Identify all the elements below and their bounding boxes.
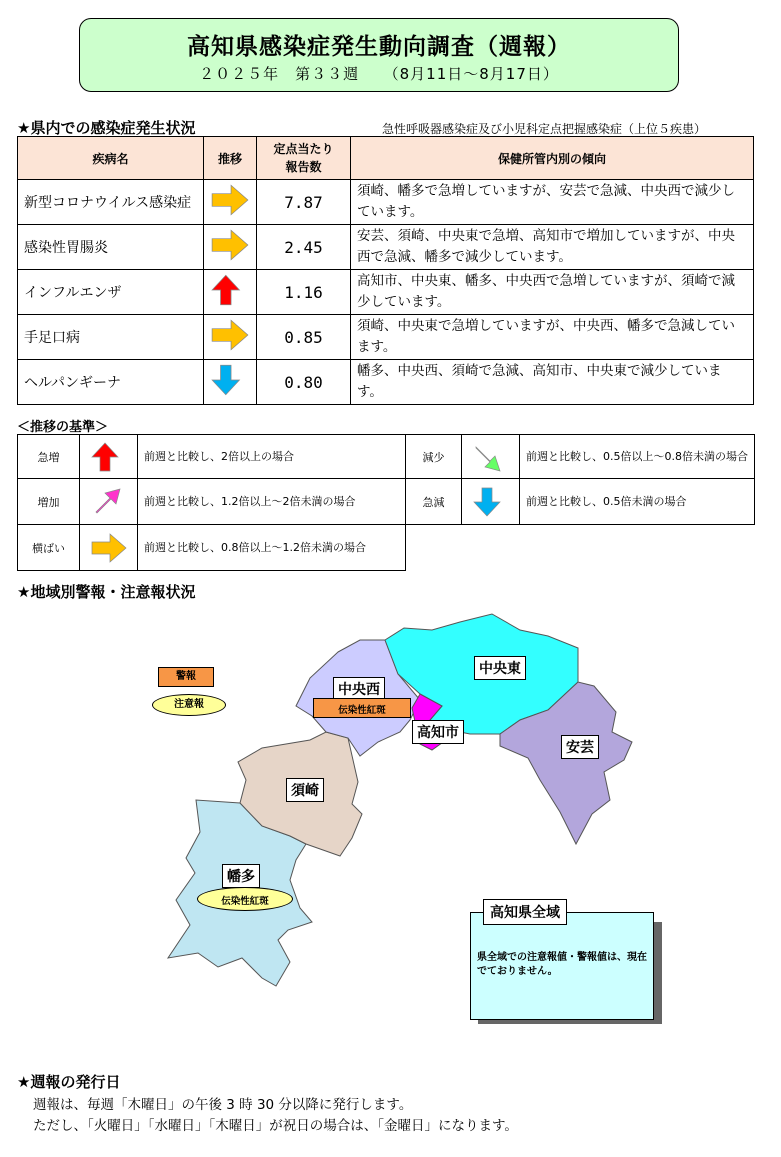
disease-name: 新型コロナウイルス感染症 xyxy=(18,180,204,225)
legend-text: 前週と比較し、0.5倍未満の場合 xyxy=(519,478,755,525)
kochi-region-map xyxy=(0,600,781,1060)
key-warning: 警報 xyxy=(158,667,214,687)
table-row xyxy=(18,225,754,270)
down-left-arrow-green-icon xyxy=(472,441,510,473)
right-arrow-orange-icon xyxy=(90,532,128,564)
down-arrow-blue-icon xyxy=(472,486,510,518)
rate-value: 1.16 xyxy=(257,270,351,315)
legend-label: 増加 xyxy=(17,478,80,525)
label-susaki: 須崎 xyxy=(286,778,324,802)
tendency-text: 須崎、幡多で急増していますが、安芸で急減、中央西で減少しています。 xyxy=(351,180,754,225)
trend-cell xyxy=(204,315,257,360)
rate-value: 2.45 xyxy=(257,225,351,270)
whole-prefecture-box xyxy=(470,905,654,1020)
rate-value: 0.80 xyxy=(257,360,351,405)
label-hata: 幡多 xyxy=(222,864,260,888)
label-chuo-nishi: 中央西 xyxy=(333,677,385,701)
whole-title: 高知県全域 xyxy=(483,899,567,925)
right-arrow-orange-icon xyxy=(210,228,250,262)
header-disease: 疾病名 xyxy=(18,137,204,180)
header-rate: 定点当たり 報告数 xyxy=(257,137,351,180)
badge-hata: 伝染性紅斑 xyxy=(197,887,293,911)
legend-label: 急減 xyxy=(405,478,462,525)
label-chuo-higashi: 中央東 xyxy=(474,656,526,680)
disease-table xyxy=(17,136,754,405)
disease-name: 感染性胃腸炎 xyxy=(18,225,204,270)
table-row xyxy=(18,180,754,225)
section-note: 急性呼吸器感染症及び小児科定点把握感染症（上位５疾患） xyxy=(382,122,707,136)
legend-icon-cell xyxy=(79,434,138,479)
legend-text: 前週と比較し、0.8倍以上～1.2倍未満の場合 xyxy=(137,524,406,571)
up-arrow-red-icon xyxy=(210,273,250,307)
legend-label: 横ばい xyxy=(17,524,80,571)
section-title-map: ★地域別警報・注意報状況 xyxy=(17,583,196,601)
issue-line-2: ただし、「火曜日」「水曜日」「木曜日」が祝日の場合は、「金曜日」になります。 xyxy=(33,1118,518,1134)
whole-text: 県全域での注意報値・警報値は、現在でておりません。 xyxy=(477,952,647,977)
table-row xyxy=(18,360,754,405)
right-arrow-orange-icon xyxy=(210,183,250,217)
table-row xyxy=(18,315,754,360)
header-tendency: 保健所管内別の傾向 xyxy=(351,137,754,180)
section-title-status: ★県内での感染症発生状況 xyxy=(17,119,196,137)
trend-cell xyxy=(204,225,257,270)
legend-icon-cell xyxy=(461,434,520,479)
legend-text: 前週と比較し、1.2倍以上～2倍未満の場合 xyxy=(137,478,406,525)
legend-icon-cell xyxy=(79,478,138,525)
legend-title: ＜推移の基準＞ xyxy=(17,420,109,435)
issue-line-1: 週報は、毎週「木曜日」の午後 3 時 30 分以降に発行します。 xyxy=(33,1097,413,1113)
report-header xyxy=(79,18,679,92)
up-arrow-red-icon xyxy=(90,441,128,473)
legend-label: 急増 xyxy=(17,434,80,479)
disease-name: 手足口病 xyxy=(18,315,204,360)
legend-icon-cell xyxy=(79,524,138,571)
disease-name: ヘルパンギーナ xyxy=(18,360,204,405)
legend-text: 前週と比較し、0.5倍以上～0.8倍未満の場合 xyxy=(519,434,755,479)
trend-cell xyxy=(204,270,257,315)
header-trend: 推移 xyxy=(204,137,257,180)
label-aki: 安芸 xyxy=(561,735,599,759)
legend-label: 減少 xyxy=(405,434,462,479)
report-title: 高知県感染症発生動向調査（週報） xyxy=(187,34,571,60)
tendency-text: 須崎、中央東で急増していますが、中央西、幡多で急減しています。 xyxy=(351,315,754,360)
label-kochi-city: 高知市 xyxy=(412,720,464,744)
trend-cell xyxy=(204,180,257,225)
down-arrow-blue-icon xyxy=(210,363,250,397)
up-right-arrow-pink-icon xyxy=(90,486,128,518)
table-row xyxy=(18,270,754,315)
tendency-text: 高知市、中央東、幡多、中央西で急増していますが、須崎で減少しています。 xyxy=(351,270,754,315)
badge-chuo-nishi: 伝染性紅斑 xyxy=(313,698,411,718)
tendency-text: 幡多、中央西、須崎で急減、高知市、中央東で減少しています。 xyxy=(351,360,754,405)
right-arrow-orange-icon xyxy=(210,318,250,352)
disease-name: インフルエンザ xyxy=(18,270,204,315)
legend-icon-cell xyxy=(461,478,520,525)
rate-value: 0.85 xyxy=(257,315,351,360)
table-header-row xyxy=(18,137,754,180)
trend-legend xyxy=(17,434,754,571)
tendency-text: 安芸、須崎、中央東で急増、高知市で増加していますが、中央西で急減、幡多で減少しています。 xyxy=(351,225,754,270)
key-advisory: 注意報 xyxy=(152,694,226,716)
section-title-issue: ★週報の発行日 xyxy=(17,1073,121,1091)
report-period: ２０２５年 第３３週 （8月11日～8月17日） xyxy=(199,65,559,83)
rate-value: 7.87 xyxy=(257,180,351,225)
trend-cell xyxy=(204,360,257,405)
legend-text: 前週と比較し、2倍以上の場合 xyxy=(137,434,406,479)
